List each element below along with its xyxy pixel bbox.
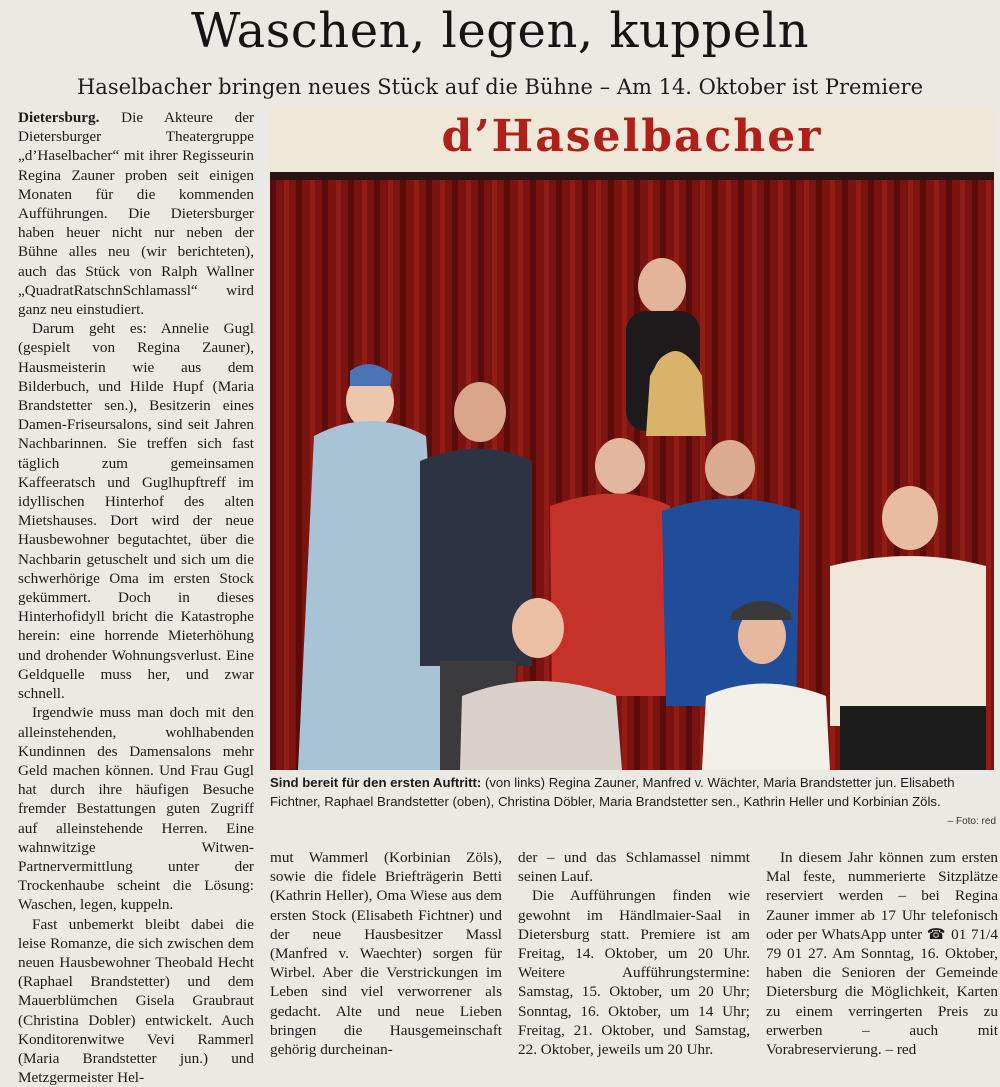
paragraph: Die Aufführungen finden wie gewohnt im Händlmaier-Saal in Dietersburg statt. Premiere ist am Freitag, 14. Oktober, um 20 Uhr. Weitere Aufführungstermine: Samstag, 15. Oktober, um 20 Uhr; Sonntag, 16. Oktober, um 14 Uhr; Freitag, 21. Oktober, und Samstag, 22. Oktober, jeweils um 20 Uhr. xyxy=(518,887,750,1059)
paragraph: der – und das Schlamassel nimmt seinen Lauf. xyxy=(518,849,750,886)
paragraph: Darum geht es: Annelie Gugl (gespielt von Regina Zauner), Hausmeisterin wie aus dem Bilderbuch, und Hilde Hupf (Maria Brandstetter sen.), Besitzerin eines Damen-Friseursalons, sind seit Jahren Nachbarinnen. Sie treffen sich fast täglich zum gemeinsamen Kaffeeratsch und Guglhupftreff im idyllischen Hinterhof des alten Mietshauses. Dort wird der neue Hausbewohner begutachtet, über die Nachbarin getuschelt und sich um die schwerhörige Oma im ersten Stock gekümmert. Doch in dieses Hinterhofidyll bricht die Katastrophe herein: eine horrende Mieterhöhung und drohender Wohnungsverlust. Eine Geldquelle muss her, und zwar schnell. xyxy=(18,320,254,703)
caption-text: (von links) Regina Zauner, Manfred v. Wächter, Maria Brandstetter jun. Elisabeth Fichtner, Raphael Brandstetter (oben), Christina Döbler, Maria Brandstetter sen., Kathrin Heller und Korbinian Zöls. xyxy=(270,775,955,809)
photo-credit: – Foto: red xyxy=(947,816,996,827)
paragraph-text: Die Akteure der Dietersburger Theatergruppe „d’Haselbacher“ mit ihrer Regisseurin Regina Zauner proben seit einigen Monaten für die kommenden Aufführungen. Die Dietersburger haben heuer nicht nur neben der Bühne alles neu (wir berichteten), auch das Stück von Ralph Wallner „QuadratRatschnSchlamassl“ wird ganz neu einstudiert. xyxy=(18,109,254,319)
paragraph xyxy=(18,108,254,319)
dateline: Dietersburg. xyxy=(18,109,100,126)
paragraph: mut Wammerl (Korbinian Zöls), sowie die fidele Briefträgerin Betti (Kathrin Heller), Oma Wiese aus dem ersten Stock (Elisabeth Fichtner) und der neue Hausbesitzer Massl (Manfred v. Waechter) sorgen für Wirbel. Aber die Verstrickungen im Leben sind viel verworrener als gedacht. Alte und neue Lieben bringen die Hausgemeinschaft gehörig durcheinan- xyxy=(270,849,502,1059)
paragraph: Fast unbemerkt bleibt dabei die leise Romanze, die sich zwischen dem neuen Hausbewohner Theobald Hecht (Raphael Brandstetter) und dem Mauerblümchen Gisela Graubraut (Christina Dobler) entwickelt. Auch Konditorenwitwe Vevi Rammerl (Maria Brandstetter jun.) und Metzgermeister Hel- xyxy=(18,915,254,1087)
photo-illustration xyxy=(270,106,994,770)
article-column-4 xyxy=(766,848,998,1064)
article-column-1 xyxy=(18,108,254,1087)
article-column-2 xyxy=(270,848,502,1064)
paragraph: In diesem Jahr können zum ersten Mal feste, nummerierte Sitzplätze reserviert werden – bei Regina Zauner immer ab 17 Uhr telefonisch oder per WhatsApp unter ☎ 01 71/4 79 01 27. Am Sonntag, 16. Oktober, haben die Senioren der Gemeinde Dietersburg die Möglichkeit, Karten zu einem verringerten Preis zu erwerben – auch mit Vorabreservierung. – red xyxy=(766,849,998,1059)
banner-text: d’Haselbacher xyxy=(441,111,823,162)
headline: Waschen, legen, kuppeln xyxy=(191,3,809,59)
photo-caption xyxy=(270,774,996,830)
subheadline: Haselbacher bringen neues Stück auf die Bühne – Am 14. Oktober ist Premiere xyxy=(76,75,923,99)
paragraph: Irgendwie muss man doch mit den alleinstehenden, wohlhabenden Kundinnen des Damensalons mehr Geld machen können. Und Frau Gugl hat durch ihre häufigen Besuche fremder Bestattungen guten Zugriff auf alleinstehende Herren. Eine wahnwitzige Witwen-Partnervermittlung unter der Trockenhaube scheint die Lösung: Waschen, legen, kuppeln. xyxy=(18,704,254,914)
group-photo xyxy=(270,106,994,770)
caption-lead: Sind bereit für den ersten Auftritt: xyxy=(270,775,482,790)
article-column-3 xyxy=(518,848,750,1064)
